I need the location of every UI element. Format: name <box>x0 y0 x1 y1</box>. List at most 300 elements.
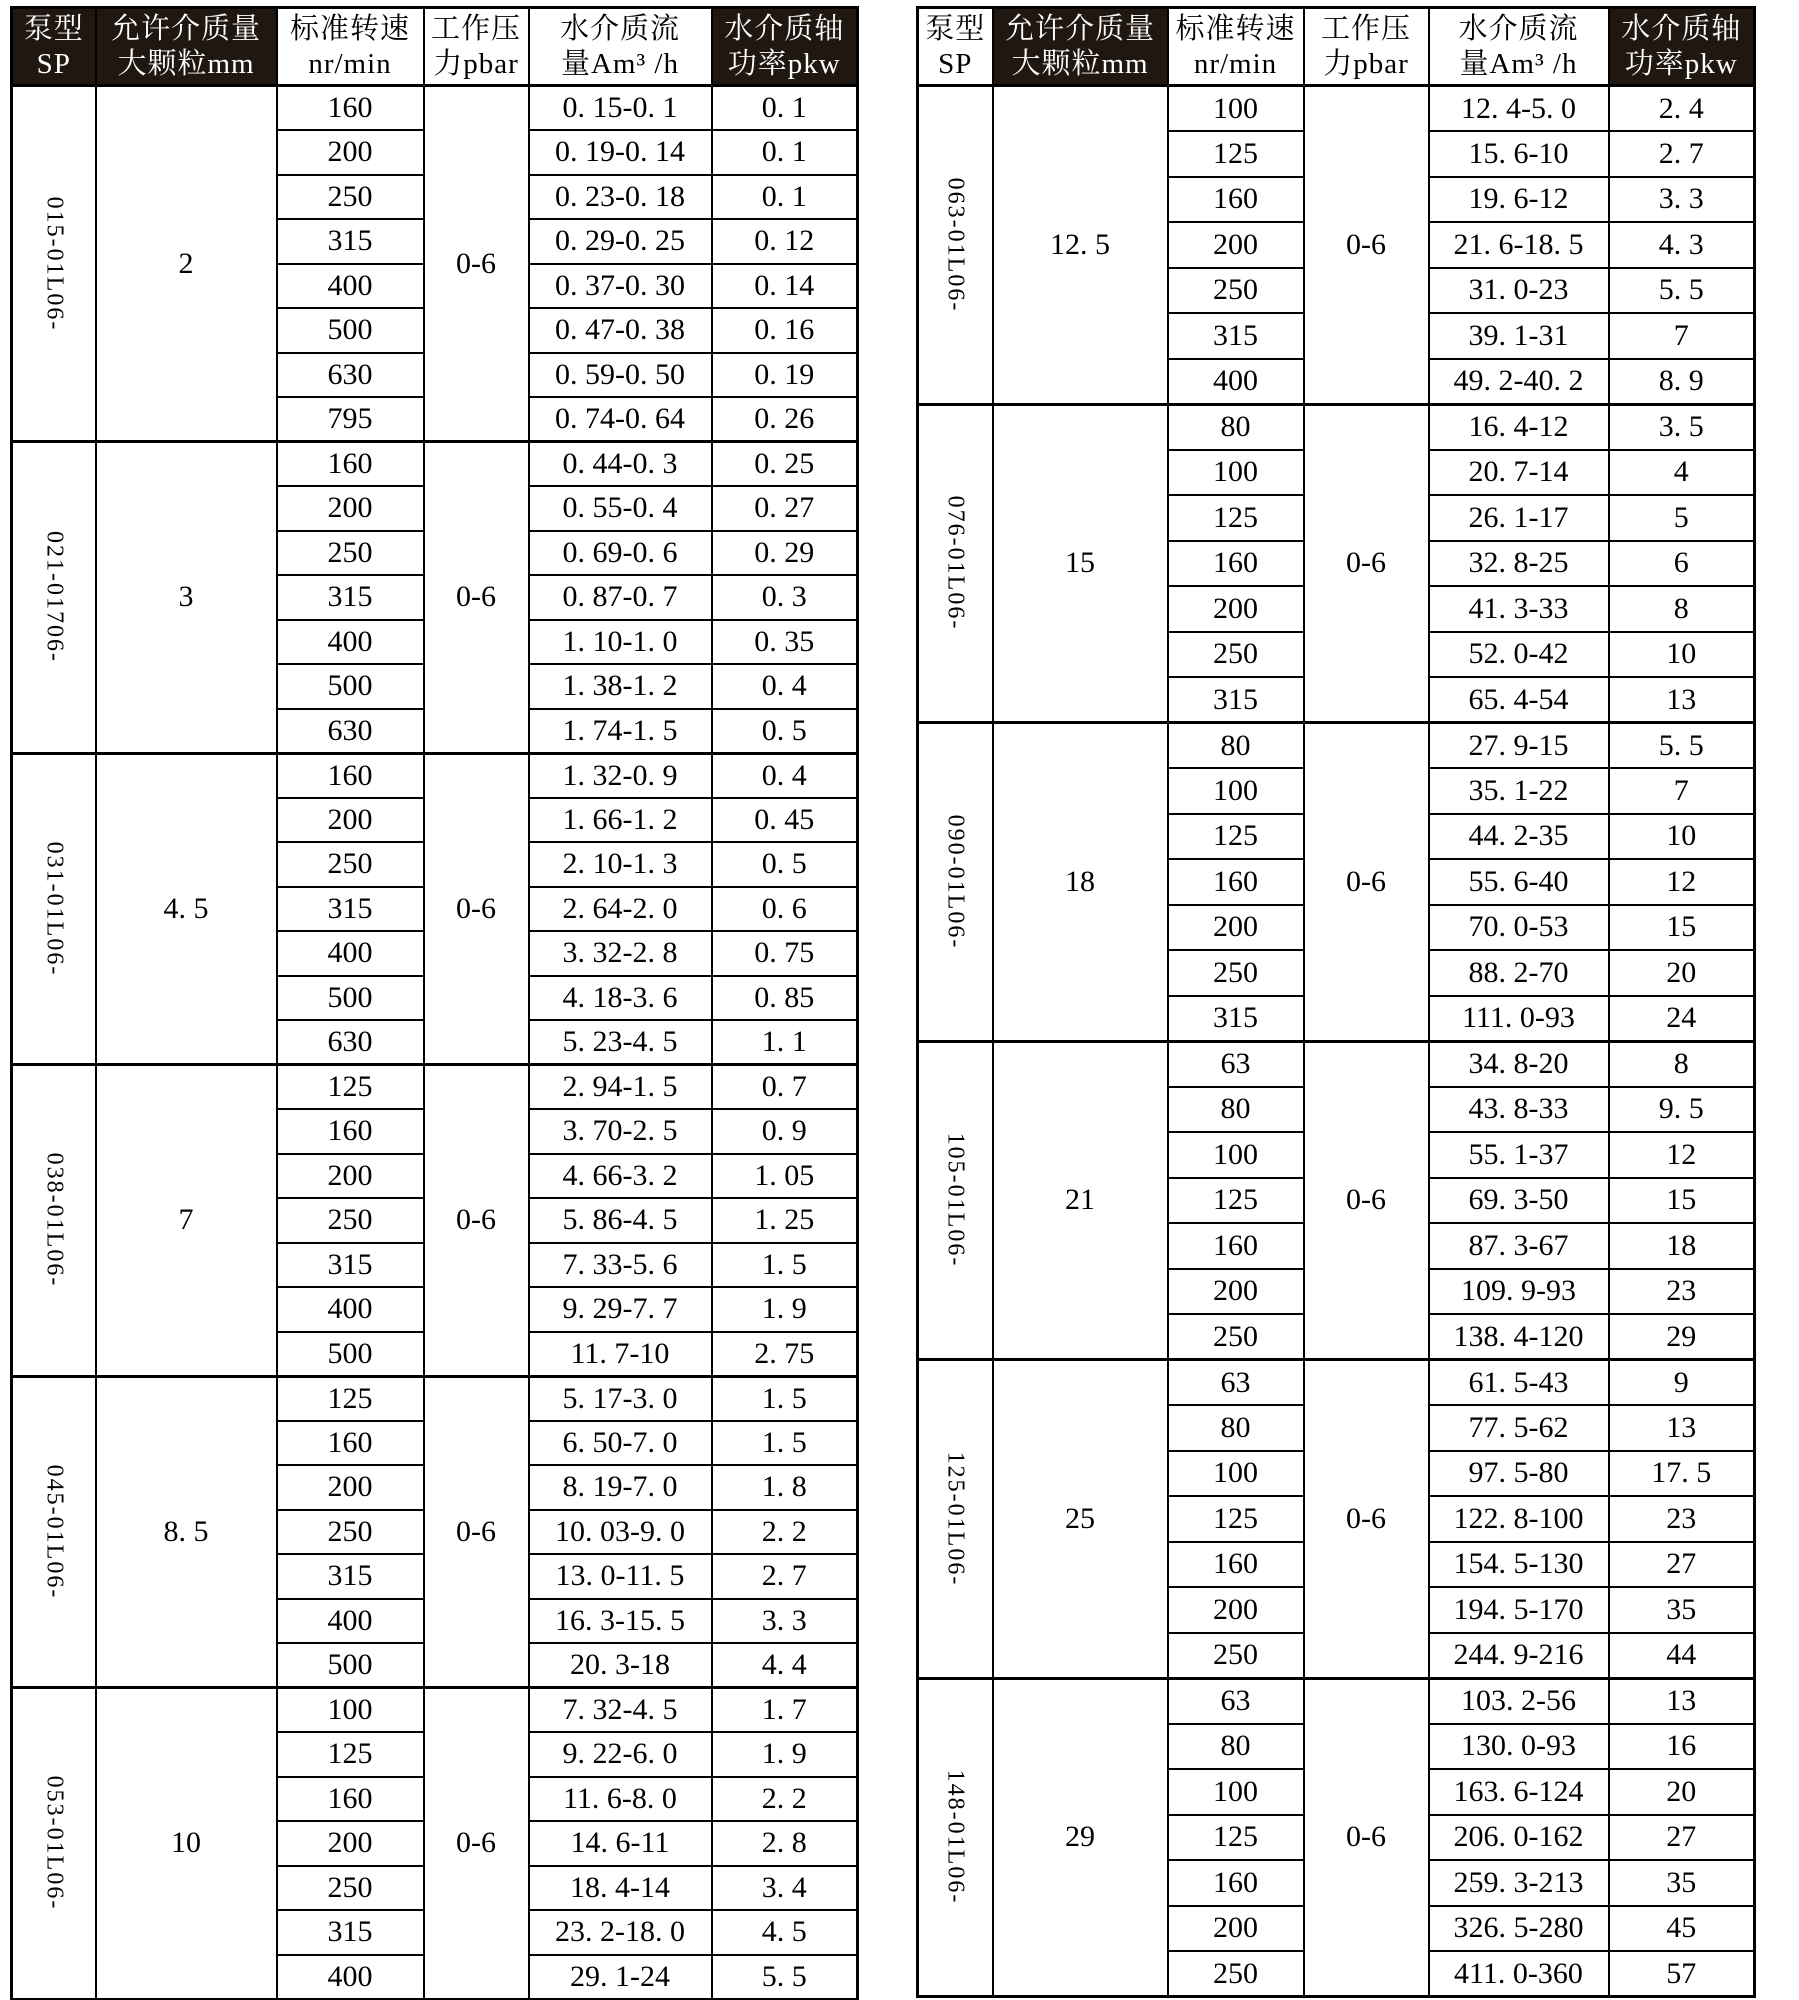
speed-cell: 200 <box>277 1154 424 1199</box>
speed-cell: 125 <box>1168 1815 1304 1861</box>
flow-cell: 8. 19-7. 0 <box>529 1465 712 1510</box>
speed-cell: 200 <box>1168 1587 1304 1633</box>
flow-cell: 44. 2-35 <box>1429 814 1609 860</box>
pressure-cell: 0-6 <box>1304 1360 1429 1679</box>
speed-cell: 250 <box>277 1866 424 1911</box>
column-header-max-particle-size <box>993 8 1168 86</box>
flow-cell: 1. 66-1. 2 <box>529 798 712 843</box>
power-cell: 9 <box>1609 1360 1755 1406</box>
speed-cell: 500 <box>277 1643 424 1688</box>
pump-model-cell <box>12 1688 96 2000</box>
pump-model-text: 031-01L06- <box>41 841 68 977</box>
power-cell: 0. 1 <box>712 86 858 131</box>
pump-model-cell <box>12 1065 96 1377</box>
flow-cell: 0. 74-0. 64 <box>529 397 712 442</box>
speed-cell: 500 <box>277 1332 424 1377</box>
power-cell: 8. 9 <box>1609 359 1755 405</box>
power-cell: 0. 25 <box>712 442 858 487</box>
flow-cell: 0. 69-0. 6 <box>529 531 712 576</box>
flow-cell: 163. 6-124 <box>1429 1769 1609 1815</box>
pump-model-text: 045-01L06- <box>41 1464 68 1600</box>
speed-cell: 630 <box>277 353 424 398</box>
power-cell: 0. 4 <box>712 664 858 709</box>
speed-cell: 200 <box>277 130 424 175</box>
speed-cell: 125 <box>277 1732 424 1777</box>
flow-cell: 34. 8-20 <box>1429 1041 1609 1087</box>
max-particle-cell: 18 <box>993 723 1168 1042</box>
pressure-cell: 0-6 <box>1304 723 1429 1042</box>
pump-model-cell <box>918 86 993 405</box>
flow-cell: 0. 47-0. 38 <box>529 308 712 353</box>
spec-table-right <box>916 6 1756 1998</box>
flow-cell: 1. 38-1. 2 <box>529 664 712 709</box>
speed-cell: 160 <box>277 86 424 131</box>
speed-cell: 250 <box>1168 1314 1304 1360</box>
pressure-cell: 0-6 <box>424 753 529 1065</box>
flow-cell: 5. 23-4. 5 <box>529 1020 712 1065</box>
flow-cell: 16. 3-15. 5 <box>529 1599 712 1644</box>
max-particle-cell: 15 <box>993 404 1168 723</box>
speed-cell: 63 <box>1168 1041 1304 1087</box>
power-cell: 0. 4 <box>712 753 858 798</box>
flow-cell: 35. 1-22 <box>1429 768 1609 814</box>
flow-cell: 5. 86-4. 5 <box>529 1198 712 1243</box>
speed-cell: 80 <box>1168 1087 1304 1133</box>
column-header-water-flow-rate <box>1429 8 1609 86</box>
power-cell: 1. 9 <box>712 1732 858 1777</box>
flow-cell: 15. 6-10 <box>1429 131 1609 177</box>
table-row <box>918 1678 1755 1724</box>
speed-cell: 100 <box>1168 1769 1304 1815</box>
column-header-line1: 工作压 <box>430 12 521 45</box>
flow-cell: 13. 0-11. 5 <box>529 1554 712 1599</box>
speed-cell: 315 <box>277 1243 424 1288</box>
speed-cell: 63 <box>1168 1360 1304 1406</box>
pressure-cell: 0-6 <box>424 442 529 754</box>
speed-cell: 160 <box>1168 859 1304 905</box>
column-header-line1: 工作压 <box>1320 12 1411 45</box>
speed-cell: 630 <box>277 709 424 754</box>
power-cell: 13 <box>1609 1678 1755 1724</box>
speed-cell: 400 <box>277 620 424 665</box>
speed-cell: 250 <box>1168 268 1304 314</box>
pump-model-cell <box>12 753 96 1065</box>
speed-cell: 400 <box>277 264 424 309</box>
flow-cell: 7. 32-4. 5 <box>529 1688 712 1733</box>
column-header-line2: 大颗粒mm <box>117 47 255 80</box>
speed-cell: 200 <box>1168 1269 1304 1315</box>
speed-cell: 100 <box>1168 86 1304 132</box>
speed-cell: 160 <box>277 1421 424 1466</box>
flow-cell: 88. 2-70 <box>1429 950 1609 996</box>
table-row <box>918 723 1755 769</box>
power-cell: 1. 05 <box>712 1154 858 1199</box>
speed-cell: 200 <box>277 486 424 531</box>
column-header-line1: 允许介质量 <box>110 12 261 45</box>
power-cell: 18 <box>1609 1223 1755 1269</box>
max-particle-cell: 25 <box>993 1360 1168 1679</box>
speed-cell: 80 <box>1168 404 1304 450</box>
power-cell: 2. 7 <box>1609 131 1755 177</box>
column-header-line1: 水介质轴 <box>1621 12 1742 45</box>
speed-cell: 315 <box>1168 677 1304 723</box>
power-cell: 0. 16 <box>712 308 858 353</box>
flow-cell: 206. 0-162 <box>1429 1815 1609 1861</box>
power-cell: 0. 35 <box>712 620 858 665</box>
max-particle-cell: 10 <box>96 1688 277 2000</box>
speed-cell: 200 <box>1168 1906 1304 1952</box>
column-header-line1: 标准转速 <box>1175 12 1296 45</box>
power-cell: 17. 5 <box>1609 1451 1755 1497</box>
power-cell: 0. 26 <box>712 397 858 442</box>
flow-cell: 14. 6-11 <box>529 1821 712 1866</box>
power-cell: 13 <box>1609 677 1755 723</box>
column-header-line1: 水介质轴 <box>724 12 845 45</box>
column-header-line2: 大颗粒mm <box>1011 47 1149 80</box>
speed-cell: 100 <box>1168 1132 1304 1178</box>
power-cell: 4. 3 <box>1609 222 1755 268</box>
flow-cell: 43. 8-33 <box>1429 1087 1609 1133</box>
table-row <box>12 753 858 798</box>
speed-cell: 315 <box>277 219 424 264</box>
flow-cell: 23. 2-18. 0 <box>529 1910 712 1955</box>
table-row <box>918 86 1755 132</box>
flow-cell: 111. 0-93 <box>1429 996 1609 1042</box>
power-cell: 3. 4 <box>712 1866 858 1911</box>
power-cell: 8 <box>1609 586 1755 632</box>
speed-cell: 160 <box>277 1109 424 1154</box>
power-cell: 2. 2 <box>712 1510 858 1555</box>
flow-cell: 244. 9-216 <box>1429 1633 1609 1679</box>
power-cell: 2. 8 <box>712 1821 858 1866</box>
flow-cell: 97. 5-80 <box>1429 1451 1609 1497</box>
flow-cell: 19. 6-12 <box>1429 177 1609 223</box>
flow-cell: 39. 1-31 <box>1429 313 1609 359</box>
power-cell: 6 <box>1609 541 1755 587</box>
table-row <box>918 404 1755 450</box>
speed-cell: 200 <box>277 798 424 843</box>
spec-table-right-header <box>918 8 1755 86</box>
flow-cell: 49. 2-40. 2 <box>1429 359 1609 405</box>
flow-cell: 29. 1-24 <box>529 1955 712 2000</box>
speed-cell: 630 <box>277 1020 424 1065</box>
speed-cell: 63 <box>1168 1678 1304 1724</box>
power-cell: 15 <box>1609 905 1755 951</box>
power-cell: 10 <box>1609 632 1755 678</box>
column-header-line1: 泵型 <box>23 12 84 45</box>
max-particle-cell: 12. 5 <box>993 86 1168 405</box>
column-header-shaft-power <box>1609 8 1755 86</box>
speed-cell: 250 <box>1168 1633 1304 1679</box>
power-cell: 1. 7 <box>712 1688 858 1733</box>
power-cell: 0. 1 <box>712 130 858 175</box>
pump-model-text: 021-01706- <box>41 531 68 664</box>
column-header-working-pressure <box>424 8 529 86</box>
speed-cell: 200 <box>1168 905 1304 951</box>
speed-cell: 250 <box>277 531 424 576</box>
power-cell: 0. 6 <box>712 887 858 932</box>
max-particle-cell: 29 <box>993 1678 1168 1997</box>
power-cell: 57 <box>1609 1951 1755 1997</box>
speed-cell: 160 <box>1168 177 1304 223</box>
power-cell: 44 <box>1609 1633 1755 1679</box>
column-header-line2: nr/min <box>1193 47 1278 80</box>
power-cell: 0. 19 <box>712 353 858 398</box>
power-cell: 2. 7 <box>712 1554 858 1599</box>
speed-cell: 125 <box>1168 814 1304 860</box>
speed-cell: 400 <box>277 931 424 976</box>
speed-cell: 100 <box>1168 1451 1304 1497</box>
power-cell: 23 <box>1609 1496 1755 1542</box>
flow-cell: 103. 2-56 <box>1429 1678 1609 1724</box>
speed-cell: 160 <box>1168 1223 1304 1269</box>
power-cell: 0. 27 <box>712 486 858 531</box>
power-cell: 4. 4 <box>712 1643 858 1688</box>
pump-model-text: 125-01L06- <box>942 1451 969 1587</box>
flow-cell: 55. 1-37 <box>1429 1132 1609 1178</box>
table-row <box>12 1065 858 1110</box>
column-header-line2: SP <box>938 47 973 80</box>
pump-model-cell <box>12 442 96 754</box>
pump-model-cell <box>918 723 993 1042</box>
power-cell: 0. 45 <box>712 798 858 843</box>
flow-cell: 11. 7-10 <box>529 1332 712 1377</box>
speed-cell: 160 <box>1168 1542 1304 1588</box>
pressure-cell: 0-6 <box>1304 1041 1429 1360</box>
speed-cell: 315 <box>277 1910 424 1955</box>
speed-cell: 100 <box>1168 450 1304 496</box>
column-header-line2: nr/min <box>308 47 392 80</box>
flow-cell: 194. 5-170 <box>1429 1587 1609 1633</box>
power-cell: 16 <box>1609 1724 1755 1770</box>
flow-cell: 6. 50-7. 0 <box>529 1421 712 1466</box>
flow-cell: 0. 55-0. 4 <box>529 486 712 531</box>
speed-cell: 160 <box>277 753 424 798</box>
power-cell: 29 <box>1609 1314 1755 1360</box>
flow-cell: 122. 8-100 <box>1429 1496 1609 1542</box>
flow-cell: 4. 66-3. 2 <box>529 1154 712 1199</box>
flow-cell: 2. 64-2. 0 <box>529 887 712 932</box>
speed-cell: 250 <box>1168 1951 1304 1997</box>
power-cell: 5. 5 <box>1609 268 1755 314</box>
flow-cell: 41. 3-33 <box>1429 586 1609 632</box>
column-header-line2: 量Am³ /h <box>1459 47 1578 80</box>
speed-cell: 250 <box>277 842 424 887</box>
power-cell: 0. 3 <box>712 575 858 620</box>
pump-model-text: 076-01L06- <box>942 495 969 631</box>
spec-table-left-body <box>12 86 858 2000</box>
pump-model-text: 105-01L06- <box>942 1132 969 1268</box>
power-cell: 24 <box>1609 996 1755 1042</box>
speed-cell: 315 <box>1168 996 1304 1042</box>
flow-cell: 70. 0-53 <box>1429 905 1609 951</box>
flow-cell: 5. 17-3. 0 <box>529 1376 712 1421</box>
speed-cell: 250 <box>277 1198 424 1243</box>
flow-cell: 0. 15-0. 1 <box>529 86 712 131</box>
column-header-water-flow-rate <box>529 8 712 86</box>
pressure-cell: 0-6 <box>1304 1678 1429 1997</box>
column-header-line2: 功率pkw <box>1624 47 1738 80</box>
speed-cell: 400 <box>277 1955 424 2000</box>
flow-cell: 7. 33-5. 6 <box>529 1243 712 1288</box>
pump-model-cell <box>918 1041 993 1360</box>
flow-cell: 154. 5-130 <box>1429 1542 1609 1588</box>
speed-cell: 315 <box>1168 313 1304 359</box>
power-cell: 5. 5 <box>1609 723 1755 769</box>
flow-cell: 18. 4-14 <box>529 1866 712 1911</box>
flow-cell: 26. 1-17 <box>1429 495 1609 541</box>
power-cell: 10 <box>1609 814 1755 860</box>
pump-model-cell <box>12 1376 96 1688</box>
flow-cell: 0. 37-0. 30 <box>529 264 712 309</box>
column-header-pump-model <box>918 8 993 86</box>
power-cell: 1. 8 <box>712 1465 858 1510</box>
speed-cell: 315 <box>277 1554 424 1599</box>
flow-cell: 9. 29-7. 7 <box>529 1287 712 1332</box>
column-header-line2: 力pbar <box>433 47 519 80</box>
column-header-rated-speed <box>1168 8 1304 86</box>
speed-cell: 125 <box>277 1376 424 1421</box>
table-row <box>12 442 858 487</box>
speed-cell: 200 <box>277 1821 424 1866</box>
speed-cell: 100 <box>277 1688 424 1733</box>
pressure-cell: 0-6 <box>424 86 529 442</box>
power-cell: 20 <box>1609 950 1755 996</box>
power-cell: 0. 29 <box>712 531 858 576</box>
flow-cell: 411. 0-360 <box>1429 1951 1609 1997</box>
column-header-line2: 功率pkw <box>727 47 841 80</box>
power-cell: 23 <box>1609 1269 1755 1315</box>
speed-cell: 500 <box>277 664 424 709</box>
column-header-pump-model <box>12 8 96 86</box>
flow-cell: 1. 74-1. 5 <box>529 709 712 754</box>
speed-cell: 400 <box>1168 359 1304 405</box>
power-cell: 0. 14 <box>712 264 858 309</box>
flow-cell: 61. 5-43 <box>1429 1360 1609 1406</box>
column-header-line1: 泵型 <box>925 12 986 45</box>
power-cell: 3. 5 <box>1609 404 1755 450</box>
power-cell: 45 <box>1609 1906 1755 1952</box>
pressure-cell: 0-6 <box>424 1065 529 1377</box>
flow-cell: 326. 5-280 <box>1429 1906 1609 1952</box>
column-header-max-particle-size <box>96 8 277 86</box>
power-cell: 1. 5 <box>712 1376 858 1421</box>
flow-cell: 31. 0-23 <box>1429 268 1609 314</box>
column-header-line1: 标准转速 <box>289 12 410 45</box>
column-header-line2: 量Am³ /h <box>560 47 679 80</box>
power-cell: 27 <box>1609 1815 1755 1861</box>
power-cell: 5. 5 <box>712 1955 858 2000</box>
power-cell: 0. 12 <box>712 219 858 264</box>
column-header-line2: SP <box>36 47 71 80</box>
flow-cell: 12. 4-5. 0 <box>1429 86 1609 132</box>
speed-cell: 400 <box>277 1287 424 1332</box>
speed-cell: 100 <box>1168 768 1304 814</box>
power-cell: 2. 75 <box>712 1332 858 1377</box>
power-cell: 0. 5 <box>712 709 858 754</box>
power-cell: 9. 5 <box>1609 1087 1755 1133</box>
speed-cell: 500 <box>277 976 424 1021</box>
flow-cell: 20. 7-14 <box>1429 450 1609 496</box>
speed-cell: 80 <box>1168 1405 1304 1451</box>
flow-cell: 0. 23-0. 18 <box>529 175 712 220</box>
column-header-working-pressure <box>1304 8 1429 86</box>
power-cell: 4 <box>1609 450 1755 496</box>
speed-cell: 200 <box>1168 222 1304 268</box>
power-cell: 5 <box>1609 495 1755 541</box>
flow-cell: 0. 59-0. 50 <box>529 353 712 398</box>
column-header-rated-speed <box>277 8 424 86</box>
flow-cell: 10. 03-9. 0 <box>529 1510 712 1555</box>
power-cell: 27 <box>1609 1542 1755 1588</box>
pressure-cell: 0-6 <box>424 1688 529 2000</box>
speed-cell: 795 <box>277 397 424 442</box>
flow-cell: 4. 18-3. 6 <box>529 976 712 1021</box>
flow-cell: 21. 6-18. 5 <box>1429 222 1609 268</box>
flow-cell: 52. 0-42 <box>1429 632 1609 678</box>
max-particle-cell: 8. 5 <box>96 1376 277 1688</box>
column-header-line1: 水介质流 <box>1458 12 1579 45</box>
speed-cell: 80 <box>1168 723 1304 769</box>
speed-cell: 160 <box>277 1777 424 1822</box>
speed-cell: 250 <box>277 1510 424 1555</box>
pump-model-text: 053-01L06- <box>41 1775 68 1911</box>
flow-cell: 2. 10-1. 3 <box>529 842 712 887</box>
power-cell: 35 <box>1609 1860 1755 1906</box>
speed-cell: 250 <box>1168 632 1304 678</box>
max-particle-cell: 3 <box>96 442 277 754</box>
speed-cell: 125 <box>1168 495 1304 541</box>
column-header-line2: 力pbar <box>1323 47 1409 80</box>
power-cell: 0. 5 <box>712 842 858 887</box>
flow-cell: 138. 4-120 <box>1429 1314 1609 1360</box>
table-row <box>12 1376 858 1421</box>
speed-cell: 200 <box>1168 586 1304 632</box>
pressure-cell: 0-6 <box>424 1376 529 1688</box>
column-header-line1: 允许介质量 <box>1004 12 1155 45</box>
power-cell: 0. 1 <box>712 175 858 220</box>
power-cell: 20 <box>1609 1769 1755 1815</box>
power-cell: 0. 85 <box>712 976 858 1021</box>
pump-model-cell <box>918 1678 993 1997</box>
speed-cell: 250 <box>277 175 424 220</box>
flow-cell: 55. 6-40 <box>1429 859 1609 905</box>
pump-model-cell <box>12 86 96 442</box>
power-cell: 1. 1 <box>712 1020 858 1065</box>
power-cell: 3. 3 <box>1609 177 1755 223</box>
pump-model-cell <box>918 404 993 723</box>
flow-cell: 0. 19-0. 14 <box>529 130 712 175</box>
power-cell: 1. 9 <box>712 1287 858 1332</box>
power-cell: 7 <box>1609 768 1755 814</box>
table-row <box>12 1688 858 1733</box>
flow-cell: 259. 3-213 <box>1429 1860 1609 1906</box>
column-header-shaft-power <box>712 8 858 86</box>
power-cell: 0. 7 <box>712 1065 858 1110</box>
power-cell: 3. 3 <box>712 1599 858 1644</box>
speed-cell: 125 <box>1168 1496 1304 1542</box>
pump-model-text: 090-01L06- <box>942 814 969 950</box>
flow-cell: 77. 5-62 <box>1429 1405 1609 1451</box>
flow-cell: 65. 4-54 <box>1429 677 1609 723</box>
table-row <box>918 1360 1755 1406</box>
power-cell: 2. 2 <box>712 1777 858 1822</box>
table-row <box>918 1041 1755 1087</box>
speed-cell: 160 <box>1168 1860 1304 1906</box>
power-cell: 12 <box>1609 1132 1755 1178</box>
flow-cell: 32. 8-25 <box>1429 541 1609 587</box>
power-cell: 0. 9 <box>712 1109 858 1154</box>
